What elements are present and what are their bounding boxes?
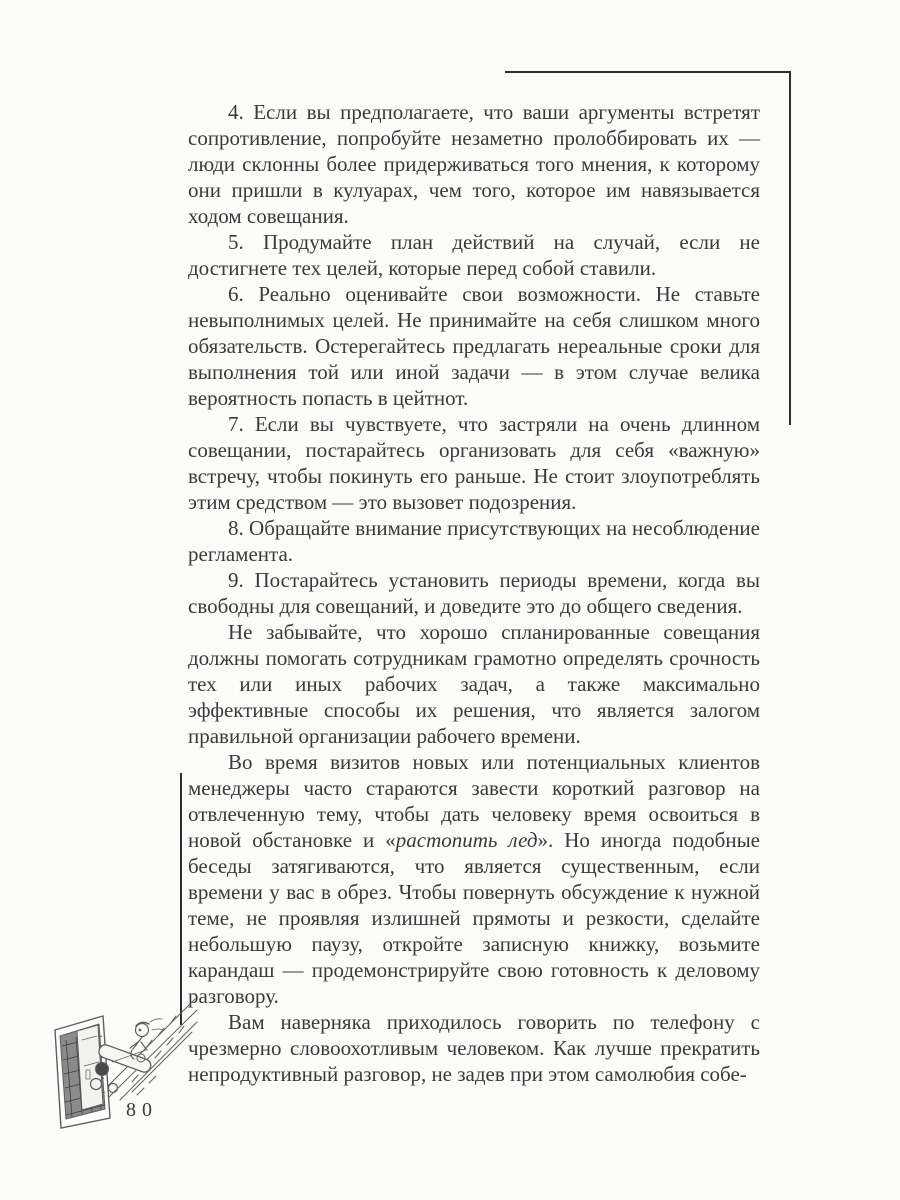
paragraph <box>188 749 760 1009</box>
text-segment: 7. Если вы чувствуете, что застряли на очень длинном совещании, постарайтесь организовать для себя «важную» встречу, чтобы покинуть его раньше. Не стоит злоупотреблять этим средством — это вызовет подозрения. <box>188 412 760 514</box>
frame-rule-left <box>180 773 182 1025</box>
emphasized-text: растопить лед <box>395 828 538 852</box>
text-segment: Не забывайте, что хорошо спланированные совещания должны помогать сотрудникам грамотно определять срочность тех или иных рабочих задач, а также максимально эффективные способы их решения, что является залогом правильной организации рабочего времени. <box>188 620 760 748</box>
frame-rule-top <box>505 71 791 73</box>
frame-rule-right <box>789 71 791 425</box>
text-segment: 4. Если вы предполагаете, что ваши аргументы встретят сопротивление, попробуйте незаметно пролоббировать их — люди склонны более придерживаться того мнения, к которому они пришли в кулуарах, чем того, которое им навязывается ходом совещания. <box>188 100 760 228</box>
paragraph <box>188 229 760 281</box>
body-text <box>188 99 760 1087</box>
paragraph <box>188 515 760 567</box>
paragraph <box>188 281 760 411</box>
paragraph <box>188 99 760 229</box>
text-segment: 6. Реально оценивайте свои возможности. Не ставьте невыполнимых целей. Не принимайте на себя слишком много обязательств. Остерегайтесь предлагать нереальные сроки для выполнения той или иной задачи — в этом случае велика вероятность попасть в цейтнот. <box>188 282 760 410</box>
margin-illustration <box>46 996 198 1142</box>
text-segment: Во время визитов новых или потенциальных клиентов менеджеры часто стараются завести короткий разговор на отвлеченную тему, чтобы дать человеку время освоиться в новой обстановке и « <box>188 750 760 852</box>
paragraph <box>188 1009 760 1087</box>
paragraph <box>188 619 760 749</box>
text-segment: 8. Обращайте внимание присутствующих на несоблюдение регламента. <box>188 516 760 566</box>
page-number: 80 <box>126 1099 158 1121</box>
text-segment: 5. Продумайте план действий на случай, если не достигнете тех целей, которые перед собой ставили. <box>188 230 760 280</box>
text-segment: Вам наверняка приходилось говорить по телефону с чрезмерно словоохотливым человеком. Как лучше прекратить непродуктивный разговор, не задев при этом самолюбия собе- <box>188 1010 760 1086</box>
text-segment: ». Но иногда подобные беседы затягиваются, что является существенным, если времени у вас в обрез. Чтобы повернуть обсуждение к нужной теме, не проявляя излишней прямоты и резкости, сделайте небольшую паузу, откройте записную книжку, возьмите карандаш — продемонстрируйте свою готовность к деловому разговору. <box>188 828 760 1008</box>
text-segment: 9. Постарайтесь установить периоды времени, когда вы свободны для совещаний, и доведите это до общего сведения. <box>188 568 760 618</box>
paragraph <box>188 567 760 619</box>
paragraph <box>188 411 760 515</box>
